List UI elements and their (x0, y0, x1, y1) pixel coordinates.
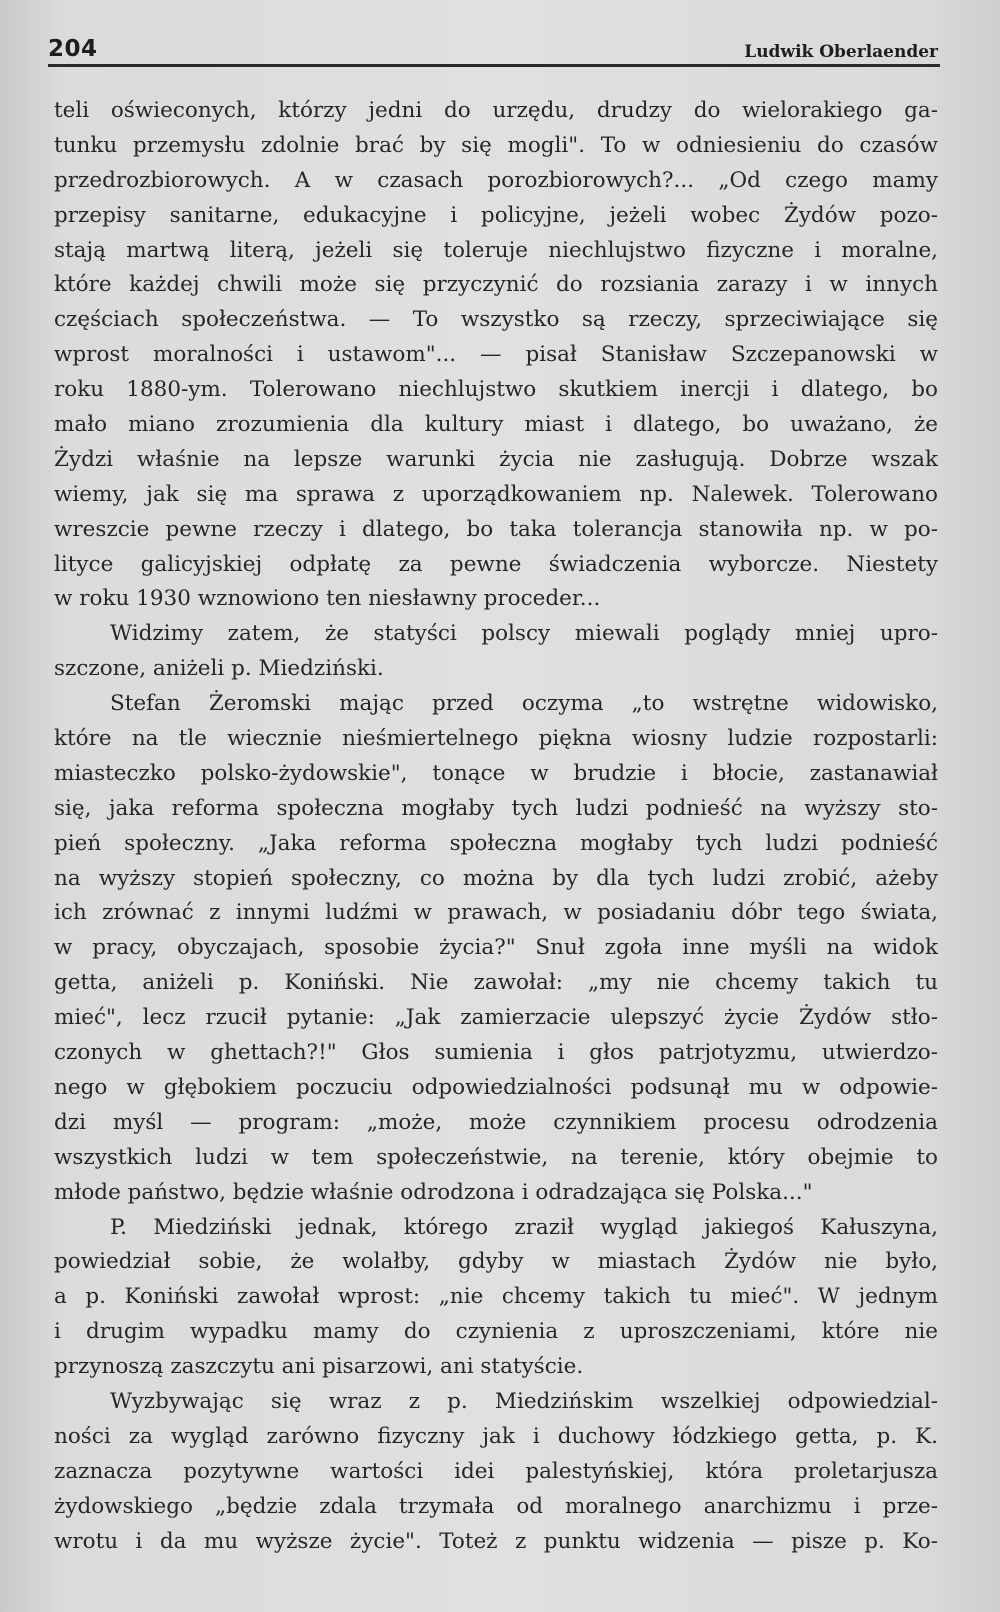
text-line: częściach społeczeństwa. — To wszystko są rzeczy, sprzeciwiające się (54, 307, 938, 333)
text-line: dzi myśl — program: „może, może czynnikiem procesu odrodzenia (54, 1109, 938, 1135)
text-line: getta, aniżeli p. Koniński. Nie zawołał: „my nie chcemy takich tu (54, 970, 938, 996)
text-line: szczone, aniżeli p. Miedziński. (54, 656, 384, 682)
text-line: mieć", lecz rzucił pytanie: „Jak zamierzacie ulepszyć życie Żydów stło- (54, 1005, 938, 1031)
text-line: a p. Koniński zawołał wprost: „nie chcemy takich tu mieć". W jednym (54, 1284, 938, 1310)
text-line: Wyzbywając się wraz z p. Miedzińskim wszelkiej odpowiedzial- (110, 1388, 938, 1414)
text-line: i drugim wypadku mamy do czynienia z uproszczeniami, które nie (54, 1319, 938, 1345)
text-line: pień społeczny. „Jaka reforma społeczna mogłaby tych ludzi podnieść (54, 830, 938, 856)
text-line: powiedział sobie, że wolałby, gdyby w miastach Żydów nie było, (54, 1249, 938, 1275)
text-line: Stefan Żeromski mając przed oczyma „to wstrętne widowisko, (110, 691, 938, 717)
text-line: młode państwo, będzie właśnie odrodzona i odradzająca się Polska..." (54, 1179, 813, 1205)
text-line: czonych w ghettach?!" Głos sumienia i głos patrjotyzmu, utwierdzo- (54, 1040, 938, 1066)
text-line: przynoszą zaszczytu ani pisarzowi, ani statyście. (54, 1354, 584, 1380)
text-line: P. Miedziński jednak, którego zraził wygląd jakiegoś Kałuszyna, (110, 1214, 938, 1240)
text-line: miasteczko polsko-żydowskie", tonące w brudzie i błocie, zastanawiał (54, 760, 938, 786)
page-header (48, 32, 938, 62)
text-line: wiemy, jak się ma sprawa z uporządkowaniem np. Nalewek. Tolerowano (54, 481, 938, 507)
text-line: wszystkich ludzi w tem społeczeństwie, na terenie, który obejmie to (54, 1144, 938, 1170)
text-line: nego w głębokiem poczuciu odpowiedzialności podsunął mu w odpowie- (54, 1074, 938, 1100)
text-line: przepisy sanitarne, edukacyjne i policyjne, jeżeli wobec Żydów pozo- (54, 202, 938, 228)
text-line: przedrozbiorowych. A w czasach porozbiorowych?... „Od czego mamy (54, 167, 938, 193)
text-line: żydowskiego „będzie zdala trzymała od moralnego anarchizmu i prze- (54, 1493, 938, 1519)
text-line: zaznacza pozytywne wartości idei palestyńskiej, która proletarjusza (54, 1458, 938, 1484)
text-line: wprost moralności i ustawom"... — pisał Stanisław Szczepanowski w (54, 342, 938, 368)
text-line: się, jaka reforma społeczna mogłaby tych ludzi podnieść na wyższy sto- (54, 795, 938, 821)
text-line: roku 1880-ym. Tolerowano niechlujstwo skutkiem inercji i dlatego, bo (54, 377, 938, 403)
text-line: wreszcie pewne rzeczy i dlatego, bo taka tolerancja stanowiła np. w po- (54, 516, 938, 542)
text-line: w pracy, obyczajach, sposobie życia?" Snuł zgoła inne myśli na widok (54, 935, 938, 961)
text-line: ności za wygląd zarówno fizyczny jak i duchowy łódzkiego getta, p. K. (54, 1423, 938, 1449)
text-line: mało miano zrozumienia dla kultury miast i dlatego, bo uważano, że (54, 412, 938, 438)
text-line: które każdej chwili może się przyczynić do rozsiania zarazy i w innych (54, 272, 938, 298)
text-line: wrotu i da mu wyższe życie". Toteż z punktu widzenia — pisze p. Ko- (54, 1528, 938, 1554)
page-number: 204 (48, 36, 98, 62)
text-line: Żydzi właśnie na lepsze warunki życia nie zasługują. Dobrze wszak (54, 446, 938, 472)
text-line: w roku 1930 wznowiono ten niesławny proceder... (54, 586, 601, 612)
text-line: które na tle wiecznie nieśmiertelnego piękna wiosny ludzie rozpostarli: (54, 726, 938, 752)
running-head: Ludwik Oberlaender (744, 42, 938, 62)
body-text (54, 94, 938, 1559)
header-rule (48, 64, 940, 67)
text-line: ich zrównać z innymi ludźmi w prawach, w posiadaniu dóbr tego świata, (54, 900, 938, 926)
text-line: lityce galicyjskiej odpłatę za pewne świadczenia wyborcze. Niestety (54, 551, 938, 577)
text-line: na wyższy stopień społeczny, co można by dla tych ludzi zrobić, ażeby (54, 865, 938, 891)
text-line: stają martwą literą, jeżeli się toleruje niechlujstwo fizyczne i moralne, (54, 237, 938, 263)
text-line: tunku przemysłu zdolnie brać by się mogli". To w odniesieniu do czasów (54, 132, 938, 158)
text-line: teli oświeconych, którzy jedni do urzędu, drudzy do wielorakiego ga- (54, 98, 938, 123)
text-line: Widzimy zatem, że statyści polscy miewali poglądy mniej upro- (110, 621, 938, 647)
